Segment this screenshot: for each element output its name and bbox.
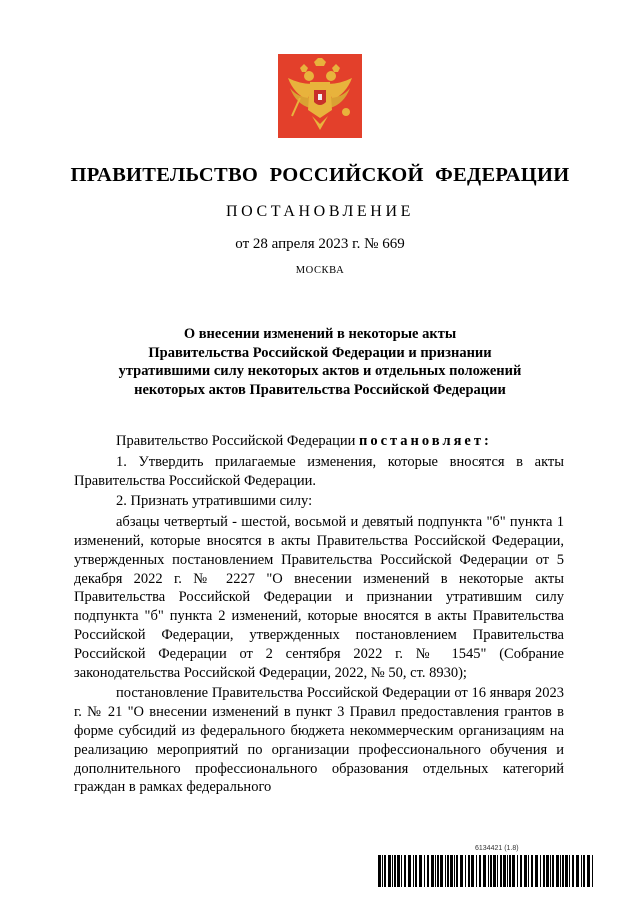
document-heading [80, 325, 560, 399]
barcode-icon [378, 855, 596, 887]
document-type: ПОСТАНОВЛЕНИЕ [226, 203, 414, 220]
heading-line: утратившими силу некоторых актов и отдельных положений [118, 363, 522, 379]
intro-paragraph [74, 432, 564, 451]
document-code: 6134421 (1.8) [475, 845, 519, 852]
body-paragraph: 1. Утвердить прилагаемые изменения, которые вносятся в акты Правительства Российской Федерации. [74, 453, 564, 489]
body-paragraph: постановление Правительства Российской Федерации от 16 января 2023 г. № 21 "О внесении изменений в пункт 3 Правил предоставления грантов в форме субсидий из федерального бюджета некоммерческим организациям на реализацию мероприятий по организации профессионального обучения и дополнительного профессионального образования отдельных категорий граждан в рамках федерального [74, 685, 564, 796]
heading-line: О внесении изменений в некоторые акты [183, 326, 457, 342]
resolves-word: постановляет: [358, 433, 492, 449]
body-paragraph: абзацы четвертый - шестой, восьмой и девятый подпункта "б" пункта 1 изменений, которые вносятся в акты Правительства Российской Федерации, утвержденных постановлением Правительства Российской Федерации от 5 декабря 2022 г. № 2227 "О внесении изменений в некоторые акты Правительства Российской Федерации и признании утратившим силу подпункта "б" пункта 2 изменений, которые вносятся в акты Правительства Российской Федерации, утвержденных постановлением Правительства Российской Федерации от 2 сентября 2022 г. № 1545" (Собрание законодательства Российской Федерации, 2022, № 50, ст. 8930); [74, 514, 564, 681]
intro-text: Правительство Российской Федерации [116, 433, 359, 449]
heading-line: Правительства Российской Федерации и признании [148, 344, 492, 361]
heading-line: некоторых актов Правительства Российской Федерации [134, 381, 506, 398]
russian-coat-of-arms-icon [278, 54, 362, 138]
document-city: МОСКВА [295, 265, 345, 276]
body-paragraph: 2. Признать утратившими силу: [116, 493, 313, 510]
document-date-number: от 28 апреля 2023 г. № 669 [235, 236, 405, 252]
document-body [74, 432, 564, 797]
government-title: ПРАВИТЕЛЬСТВО РОССИЙСКОЙ ФЕДЕРАЦИИ [70, 164, 570, 186]
